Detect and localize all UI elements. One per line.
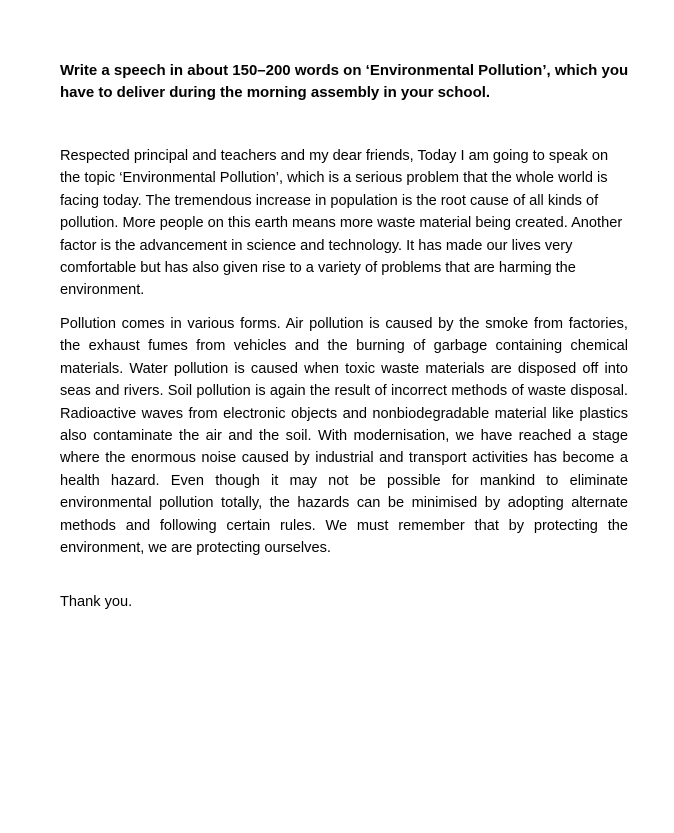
speech-paragraph-forms: Pollution comes in various forms. Air pollution is caused by the smoke from factories, the exhaust fumes from vehicles and the burning of garbage containing chemical materials. Water pollution is caused when toxic waste materials are disposed off into seas and rivers. Soil pollution is again the result of incorrect methods of waste disposal. Radioactive waves from electronic objects and nonbiodegradable material like plastics also contaminate the air and the soil. With modernisation, we have reached a stage where the enormous noise caused by industrial and transport activities has become a health hazard. Even though it may not be possible for mankind to eliminate environmental pollution totally, the hazards can be minimised by adopting alternate methods and following certain rules. We must remember that by protecting the environment, we are protecting ourselves. [60, 316, 628, 557]
question-prompt: Write a speech in about 150–200 words on ‘Environmental Pollution’, which you have to deliver during the morning assembly in your school. [60, 62, 629, 101]
speech-closing: Thank you. [60, 594, 133, 610]
speech-paragraph-intro: Respected principal and teachers and my dear friends, Today I am going to speak on the topic ‘Environmental Pollution’, which is a serious problem that the whole world is facing today. The tremendous increase in population is the root cause of all kinds of pollution. More people on this earth means more waste material being created. Another factor is the advancement in science and technology. It has made our lives very comfortable but has also given rise to a variety of problems that are harming the environment. [60, 148, 623, 299]
